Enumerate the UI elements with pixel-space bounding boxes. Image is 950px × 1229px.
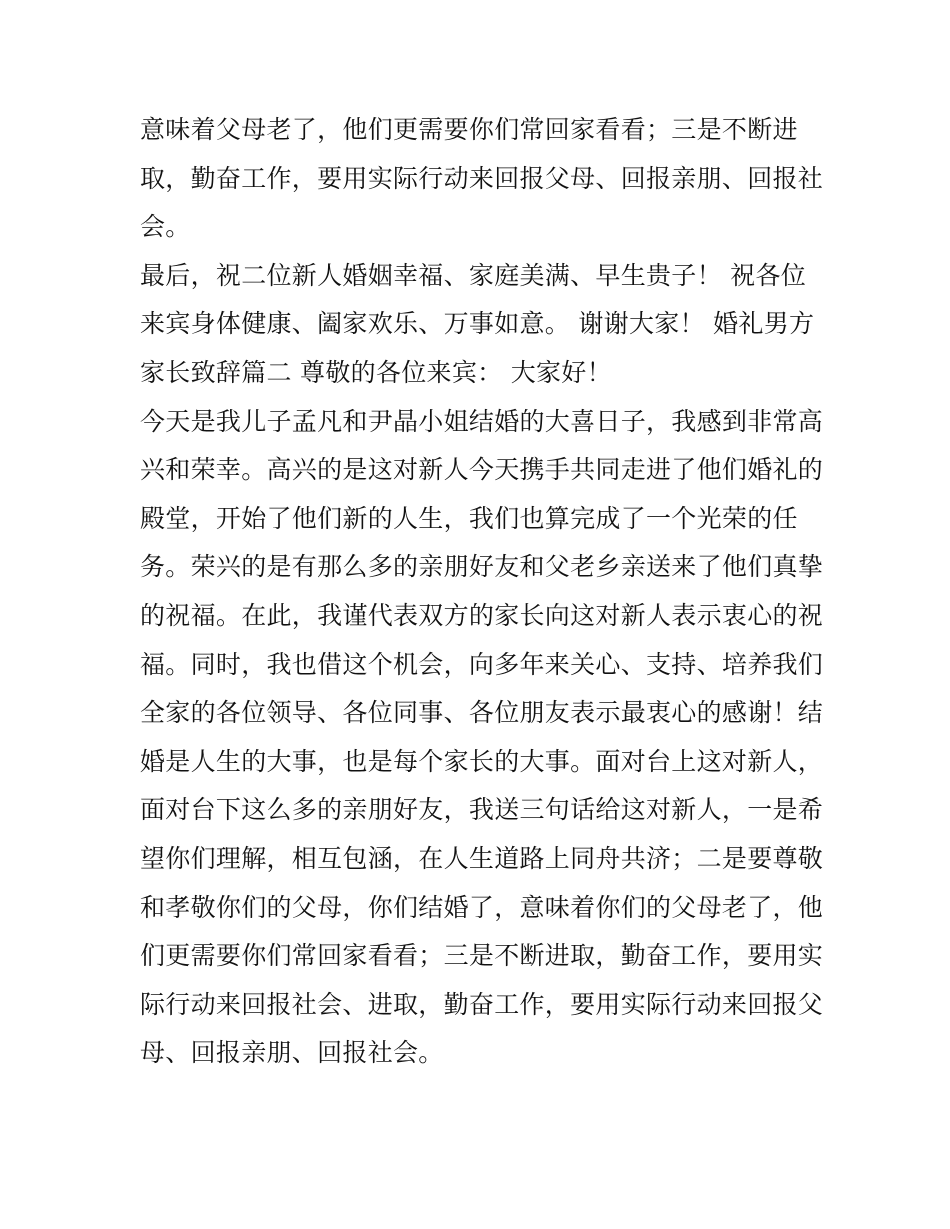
text-line: 望你们理解，相互包涵，在人生道路上同舟共济；二是要尊敬 bbox=[140, 843, 824, 873]
text-line: 面对台下这么多的亲朋好友，我送三句话给这对新人，一是希 bbox=[140, 795, 824, 825]
text-line: 会。 bbox=[140, 212, 191, 242]
text-line: 全家的各位领导、各位同事、各位朋友表示最衷心的感谢！结 bbox=[140, 698, 824, 728]
text-line: 的祝福。在此，我谨代表双方的家长向这对新人表示衷心的祝 bbox=[140, 600, 824, 630]
text-line: 际行动来回报社会、进取，勤奋工作，要用实际行动来回报父 bbox=[140, 989, 824, 1019]
text-line: 婚是人生的大事，也是每个家长的大事。面对台上这对新人， bbox=[140, 746, 824, 776]
body-text bbox=[140, 106, 824, 1078]
text-line: 母、回报亲朋、回报社会。 bbox=[140, 1038, 444, 1068]
text-line: 最后，祝二位新人婚姻幸福、家庭美满、早生贵子！ 祝各位 bbox=[140, 260, 807, 290]
text-line: 取，勤奋工作，要用实际行动来回报父母、回报亲朋、回报社 bbox=[140, 163, 824, 193]
text-line: 福。同时，我也借这个机会，向多年来关心、支持、培养我们 bbox=[140, 649, 824, 679]
text-line: 殿堂，开始了他们新的人生，我们也算完成了一个光荣的任 bbox=[140, 503, 798, 533]
text-line: 今天是我儿子孟凡和尹晶小姐结婚的大喜日子，我感到非常高 bbox=[140, 406, 824, 436]
text-line: 来宾身体健康、阖家欢乐、万事如意。 谢谢大家！ 婚礼男方 bbox=[140, 309, 815, 339]
text-line: 和孝敬你们的父母，你们结婚了，意味着你们的父母老了，他 bbox=[140, 892, 824, 922]
text-line: 意味着父母老了，他们更需要你们常回家看看；三是不断进 bbox=[140, 115, 798, 144]
text-line: 务。荣兴的是有那么多的亲朋好友和父老乡亲送来了他们真挚 bbox=[140, 552, 824, 582]
text-line: 家长致辞篇二 尊敬的各位来宾： 大家好！ bbox=[140, 357, 612, 387]
text-line: 们更需要你们常回家看看；三是不断进取，勤奋工作，要用实 bbox=[140, 941, 824, 971]
text-line: 兴和荣幸。高兴的是这对新人今天携手共同走进了他们婚礼的 bbox=[140, 455, 824, 485]
